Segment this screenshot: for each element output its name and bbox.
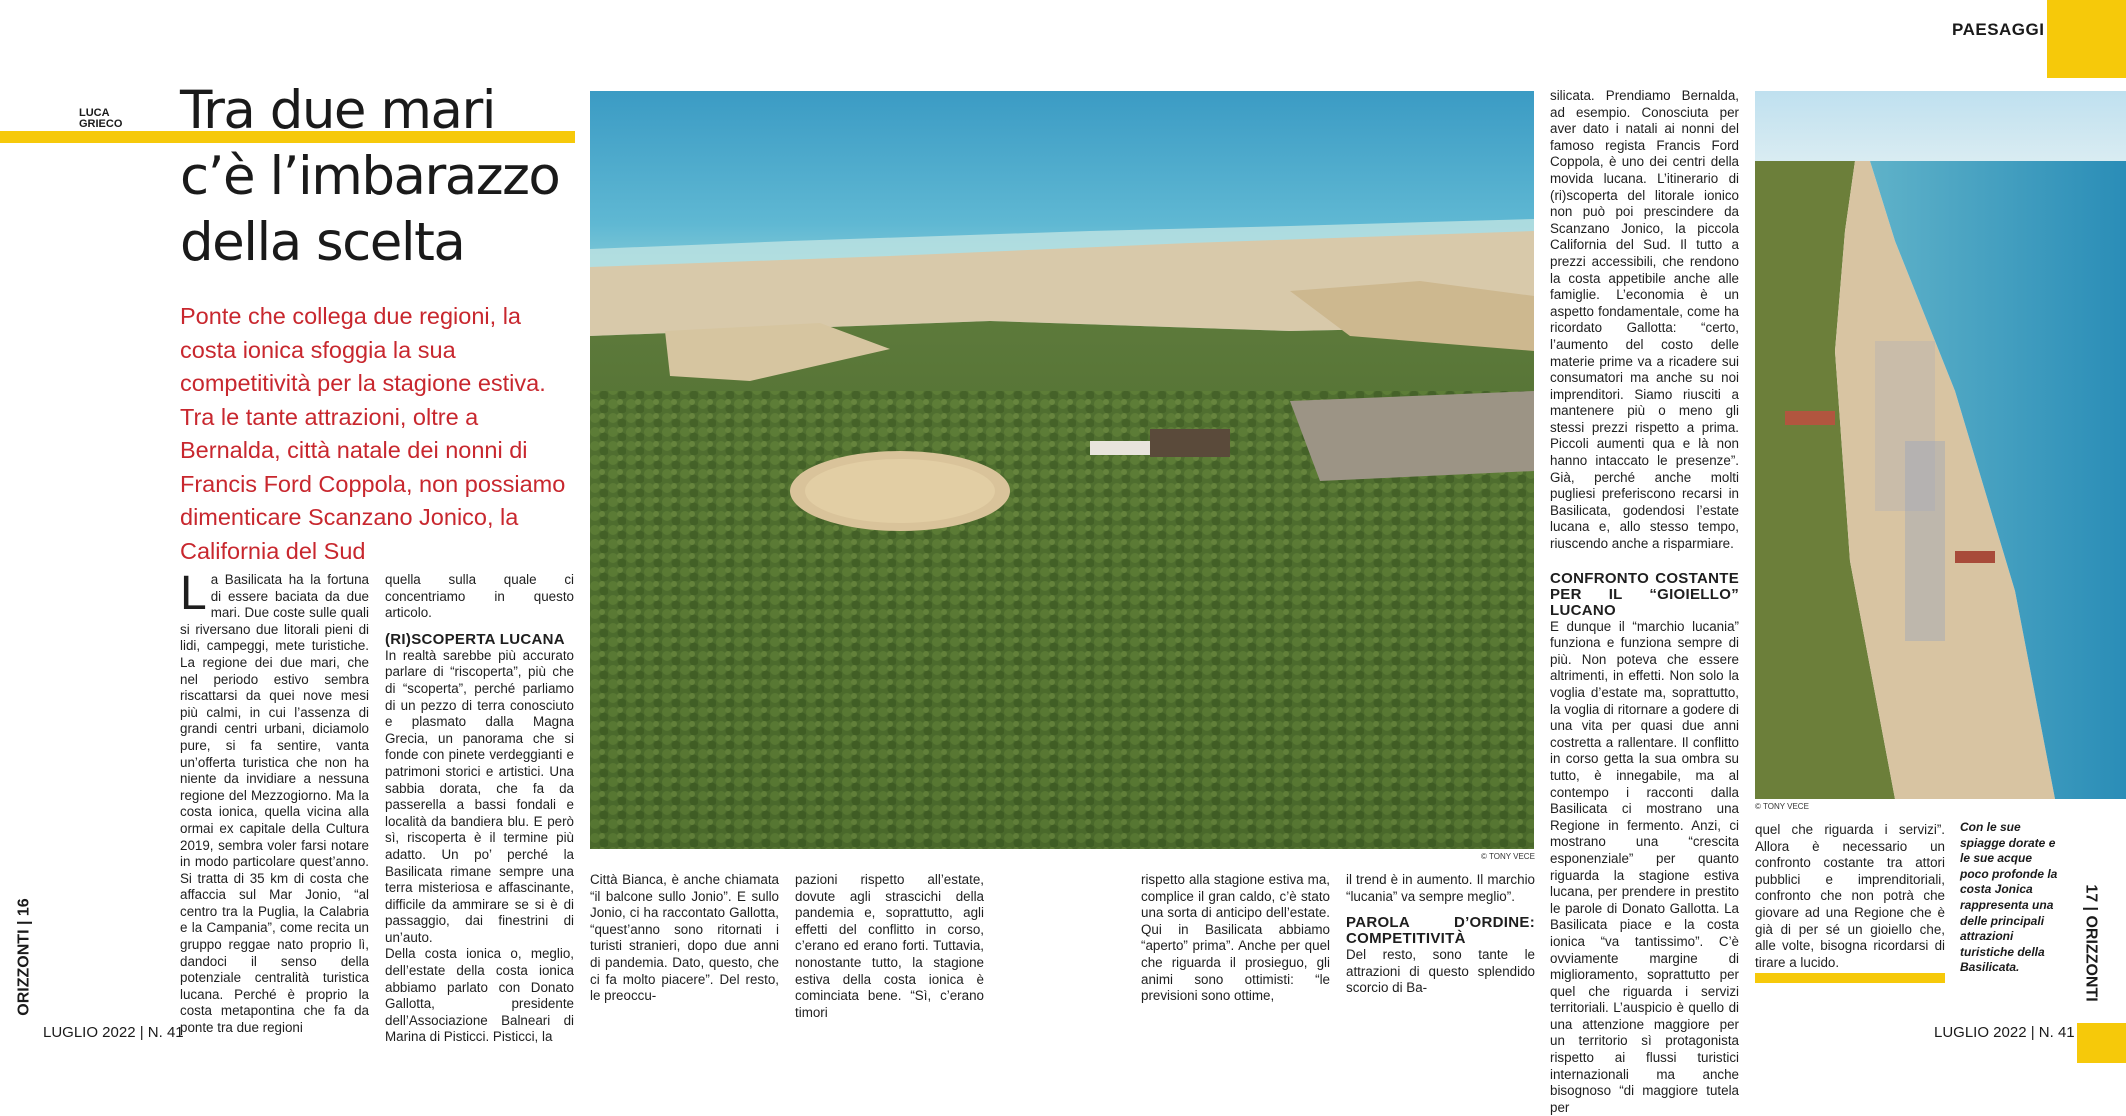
col2-text-a: quella sulla quale ci concentriamo in questo articolo. xyxy=(385,572,574,621)
body-column-7 xyxy=(1550,88,1739,1116)
body-column-3 xyxy=(590,872,779,1005)
section-label: PAESAGGI xyxy=(1952,20,2045,39)
subhead-parola-ordine: PAROLA D’ORDINE: COMPETITIVITÀ xyxy=(1346,914,1535,948)
folio-right-vertical: 17 | ORIZZONTI xyxy=(2082,884,2100,1002)
drop-cap: L xyxy=(180,567,207,620)
author-byline xyxy=(79,108,122,130)
author-first-name: LUCA xyxy=(79,107,110,119)
section-corner-block xyxy=(2047,0,2126,78)
article-subtitle: Ponte che collega due regioni, la costa ionica sfoggia la sua competitività per la stagione estiva. Tra le tante attrazioni, oltre a Bernalda, città natale dei nonni di Francis Ford Coppola, non possiamo dimenticare Scanzano Jonico, la California del Sud xyxy=(180,303,566,564)
footer-issue-left: LUGLIO 2022 | N. 41 xyxy=(43,1024,184,1041)
body-column-4 xyxy=(795,872,984,1021)
beach-photo-credit: © TONY VECE xyxy=(1755,802,1809,811)
beach-strip-photo xyxy=(1755,91,2126,799)
title-line-3: della scelta xyxy=(180,212,465,273)
subhead-riscoperta: (RI)SCOPERTA LUCANA xyxy=(385,630,565,648)
photo-caption: Con le sue spiagge dorate e le sue acque poco profonde la costa Jonica rappresenta una delle principali attrazioni turistiche della Basilicata. xyxy=(1960,820,2058,975)
caption-accent-bar xyxy=(1755,973,1945,983)
folio-left-vertical: ORIZZONTI | 16 xyxy=(15,898,33,1016)
subhead-confronto: CONFRONTO COSTANTE PER IL “GIOIELLO” LUCANO xyxy=(1550,569,1739,619)
title-line-2: c’è l’imbarazzo xyxy=(180,146,560,207)
col4-text: pazioni rispetto all’estate, dovute agli strascichi della pandemia e, soprattutto, agli effetti del conflitto in corso, c’erano ed erano forti. Tuttavia, nonostante tutto, la stagione estiva della costa ionica è cominciata bene. “Sì, c’erano timori xyxy=(795,872,984,1020)
author-last-name: GRIECO xyxy=(79,118,123,130)
body-column-5 xyxy=(1141,872,1330,1005)
col1-text: a Basilicata ha la fortuna di essere baciata da due mari. Due coste sulle quali si riversano due litorali pieni di lidi, campeggi, mete turistiche. La regione dei due mari, che nel periodo estivo sembra riscattarsi da quei nove mesi più calmi, in cui l’assenza di grandi centri urbani, diciamolo pure, si fa sentire, vanta un’offerta turistica che non ha niente da invidiare a nessuna regione del Mezzogiorno. Ma la costa ionica, quella vicina alla ormai ex capitale della Cultura 2019, sembra voler farsi notare in modo particolare quest’anno. Si tratta di 35 km di costa che affaccia sul Mar Jonio, “al centro tra la Puglia, la Calabria e la Campania”, come recita un gruppo reggae nato proprio lì, dandoci il senso della potenziale centralità turistica lucana. Perché è proprio la costa metapontina che fa da ponte tra due regioni xyxy=(180,572,369,1036)
col5-text: rispetto alla stagione estiva ma, complice il gran caldo, c’è stato una sorta di anticipo dell’estate. Qui in Basilicata abbiamo “aperto” prima”. Anche per quel che riguarda il prosieguo, gli animi sono ottimisti: “le previsioni sono ottime, xyxy=(1141,872,1330,1004)
col7-text-a: silicata. Prendiamo Bernalda, ad esempio. Conosciuta per aver dato i natali ai nonni del famoso regista Francis Ford Coppola, è uno dei centri della movida lucana. L’itinerario di (ri)scoperta del litorale ionico non può poi prescindere da Scanzano Jonico, la piccola California del Sud. Il tutto a prezzi accessibili, che rendono la costa appetibile anche alle famiglie. L’economia è un aspetto fondamentale, come ha ricordato Gallotta: “certo, l’aumento del costo delle materie prime va a ricadere sui consumatori ma anche su noi imprenditori. Siamo riusciti a mantenere più o meno gli stessi prezzi rispetto a prima. Piccoli aumenti qua e là non hanno intaccato le presenze”. Già, perché anche molti pugliesi preferiscono recarsi in Basilicata, godendosi l’estate lucana e, allo stesso tempo, riuscendo anche a risparmiare. xyxy=(1550,88,1739,552)
footer-issue-right: LUGLIO 2022 | N. 41 xyxy=(1934,1024,2075,1041)
article-title xyxy=(180,78,580,276)
body-column-6 xyxy=(1346,872,1535,997)
aerial-coast-illustration xyxy=(590,91,1534,849)
col8-text: quel che riguarda i servizi”. Allora è necessario un confronto costante tra attori pubblici e imprenditoriali, confronto che non potrà che giovare ad una Regione che è già di per sé un gioiello che, alle volte, bisogna ricordarsi di tirare a lucido. xyxy=(1755,822,1945,970)
col2-text-b: In realtà sarebbe più accurato parlare di “riscoperta”, più che di “scoperta”, perché parliamo di un pezzo di terra conosciuto e plasmato dalla Magna Grecia, un panorama che si fonde con pinete verdeggianti e patrimoni storici e artistici. Una sabbia dorata, che fa da passerella a bassi fondali e località da bandiera blu. E però sì, riscoperta è il termine più adatto. Un po’ perché la Basilicata rimane sempre una terra misteriosa e affascinante, difficile da ammirare se si è di passaggio, dai finestrini di un’auto. xyxy=(385,647,574,945)
col2-text-c: Della costa ionica o, meglio, dell’estate della costa ionica abbiamo parlato con Donato Gallotta, presidente dell’Associazione Balneari di Marina di Pisticci. Pisticci, la xyxy=(385,946,574,1045)
beach-strip-illustration xyxy=(1755,91,2126,799)
title-line-1: Tra due mari xyxy=(180,80,496,141)
col6-text-b: Del resto, sono tante le attrazioni di questo splendido scorcio di Ba- xyxy=(1346,947,1535,996)
body-column-8 xyxy=(1755,822,1945,971)
col7-text-b: E dunque il “marchio lucania” funziona e funziona sempre di più. Non poteva che essere altrimenti, in effetti. Non solo la voglia d’estate ma, soprattutto, la voglia di ritornare a godere di una vita per quasi due anni costretta a rallentare. Il conflitto in corso getta la sua ombra su tutto, è innegabile, ma al contempo i racconti dalla Basilicata ci mostrano una Regione in fermento. Anzi, ci mostrano una “crescita esponenziale” per quanto riguarda la stagione estiva lucana, per prendere in prestito le parole di Donato Gallotta. La Basilicata piace e la costa ionica “va tantissimo”. C’è ovviamente margine di miglioramento, soprattutto per quel che riguarda i servizi territoriali. L’auspicio è quello di una attenzione maggiore per un territorio sì protagonista rispetto ai flussi turistici internazionali ma anche bisognoso “di maggiore tutela per xyxy=(1550,618,1739,1115)
main-photo-credit: © TONY VECE xyxy=(1481,852,1535,861)
body-column-1 xyxy=(180,567,369,1037)
body-column-2 xyxy=(385,572,574,1046)
aerial-coast-photo xyxy=(590,91,1534,849)
col3-text: Città Bianca, è anche chiamata “il balcone sullo Jonio”. E sullo Jonio, ci ha raccontato Gallotta, “quest’anno sono ritornati i turisti stranieri, dopo due anni di pandemia. Dato, questo, che ci fa molto piacere”. Del resto, le preoccu- xyxy=(590,872,779,1004)
col6-text-a: il trend è in aumento. Il marchio “lucania” va sempre meglio”. xyxy=(1346,872,1535,904)
footer-corner-block xyxy=(2077,1023,2126,1063)
